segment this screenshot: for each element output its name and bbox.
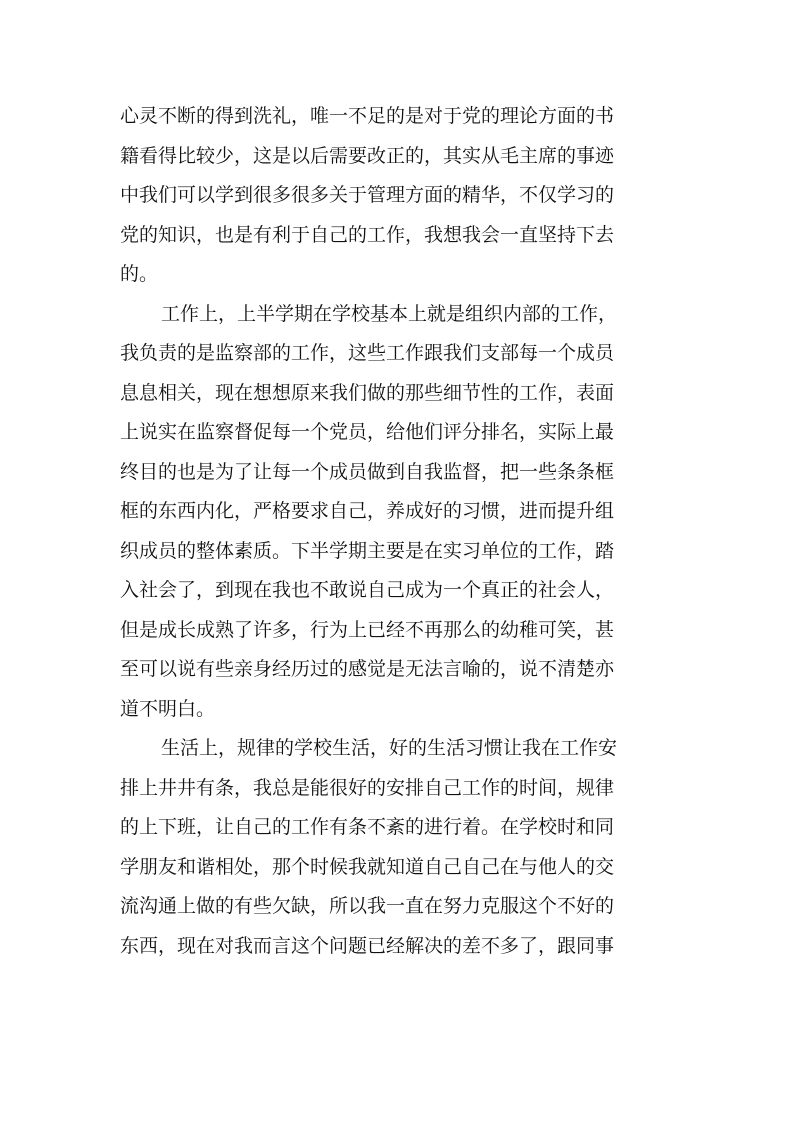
text-line: 但是成长成熟了许多，行为上已经不再那么的幼稚可笑，甚: [120, 618, 615, 641]
text-line: 织成员的整体素质。下半学期主要是在实习单位的工作，踏: [120, 539, 615, 562]
text-line: 学朋友和谐相处，那个时候我就知道自己自己在与他人的交: [120, 855, 615, 878]
text-line: 心灵不断的得到洗礼，唯一不足的是对于党的理论方面的书: [120, 105, 615, 127]
text-line: 的上下班，让自己的工作有条不紊的进行着。在学校时和同: [120, 816, 615, 838]
text-line: 籍看得比较少，这是以后需要改正的，其实从毛主席的事迹: [120, 144, 615, 167]
text-line: 上说实在监察督促每一个党员，给他们评分排名，实际上最: [120, 421, 615, 443]
text-line: 息息相关，现在想想原来我们做的那些细节性的工作，表面: [120, 381, 615, 404]
text-line: 框的东西内化，严格要求自己，养成好的习惯，进而提升组: [120, 500, 615, 522]
text-line: 党的知识，也是有利于自己的工作，我想我会一直坚持下去: [120, 223, 615, 246]
document-body: [120, 97, 680, 966]
paragraph-start-line: 工作上，上半学期在学校基本上就是组织内部的工作，: [161, 302, 618, 325]
text-line: 我负责的是监察部的工作，这些工作跟我们支部每一个成员: [120, 342, 615, 364]
text-line: 东西，现在对我而言这个问题已经解决的差不多了，跟同事: [120, 934, 615, 957]
text-line: 终目的也是为了让每一个成员做到自我监督，把一些条条框: [120, 460, 615, 483]
text-line: 道不明白。: [120, 697, 216, 720]
text-line: 的。: [120, 263, 159, 285]
text-line: 流沟通上做的有些欠缺，所以我一直在努力克服这个不好的: [120, 895, 615, 917]
text-line: 入社会了，到现在我也不敢说自己成为一个真正的社会人，: [120, 579, 615, 601]
text-line: 至可以说有些亲身经历过的感觉是无法言喻的，说不清楚亦: [120, 658, 615, 680]
text-line: 排上井井有条，我总是能很好的安排自己工作的时间，规律: [120, 776, 615, 799]
text-line: 中我们可以学到很多很多关于管理方面的精华，不仅学习的: [120, 184, 615, 206]
paragraph-start-line: 生活上，规律的学校生活，好的生活习惯让我在工作安: [161, 737, 618, 759]
